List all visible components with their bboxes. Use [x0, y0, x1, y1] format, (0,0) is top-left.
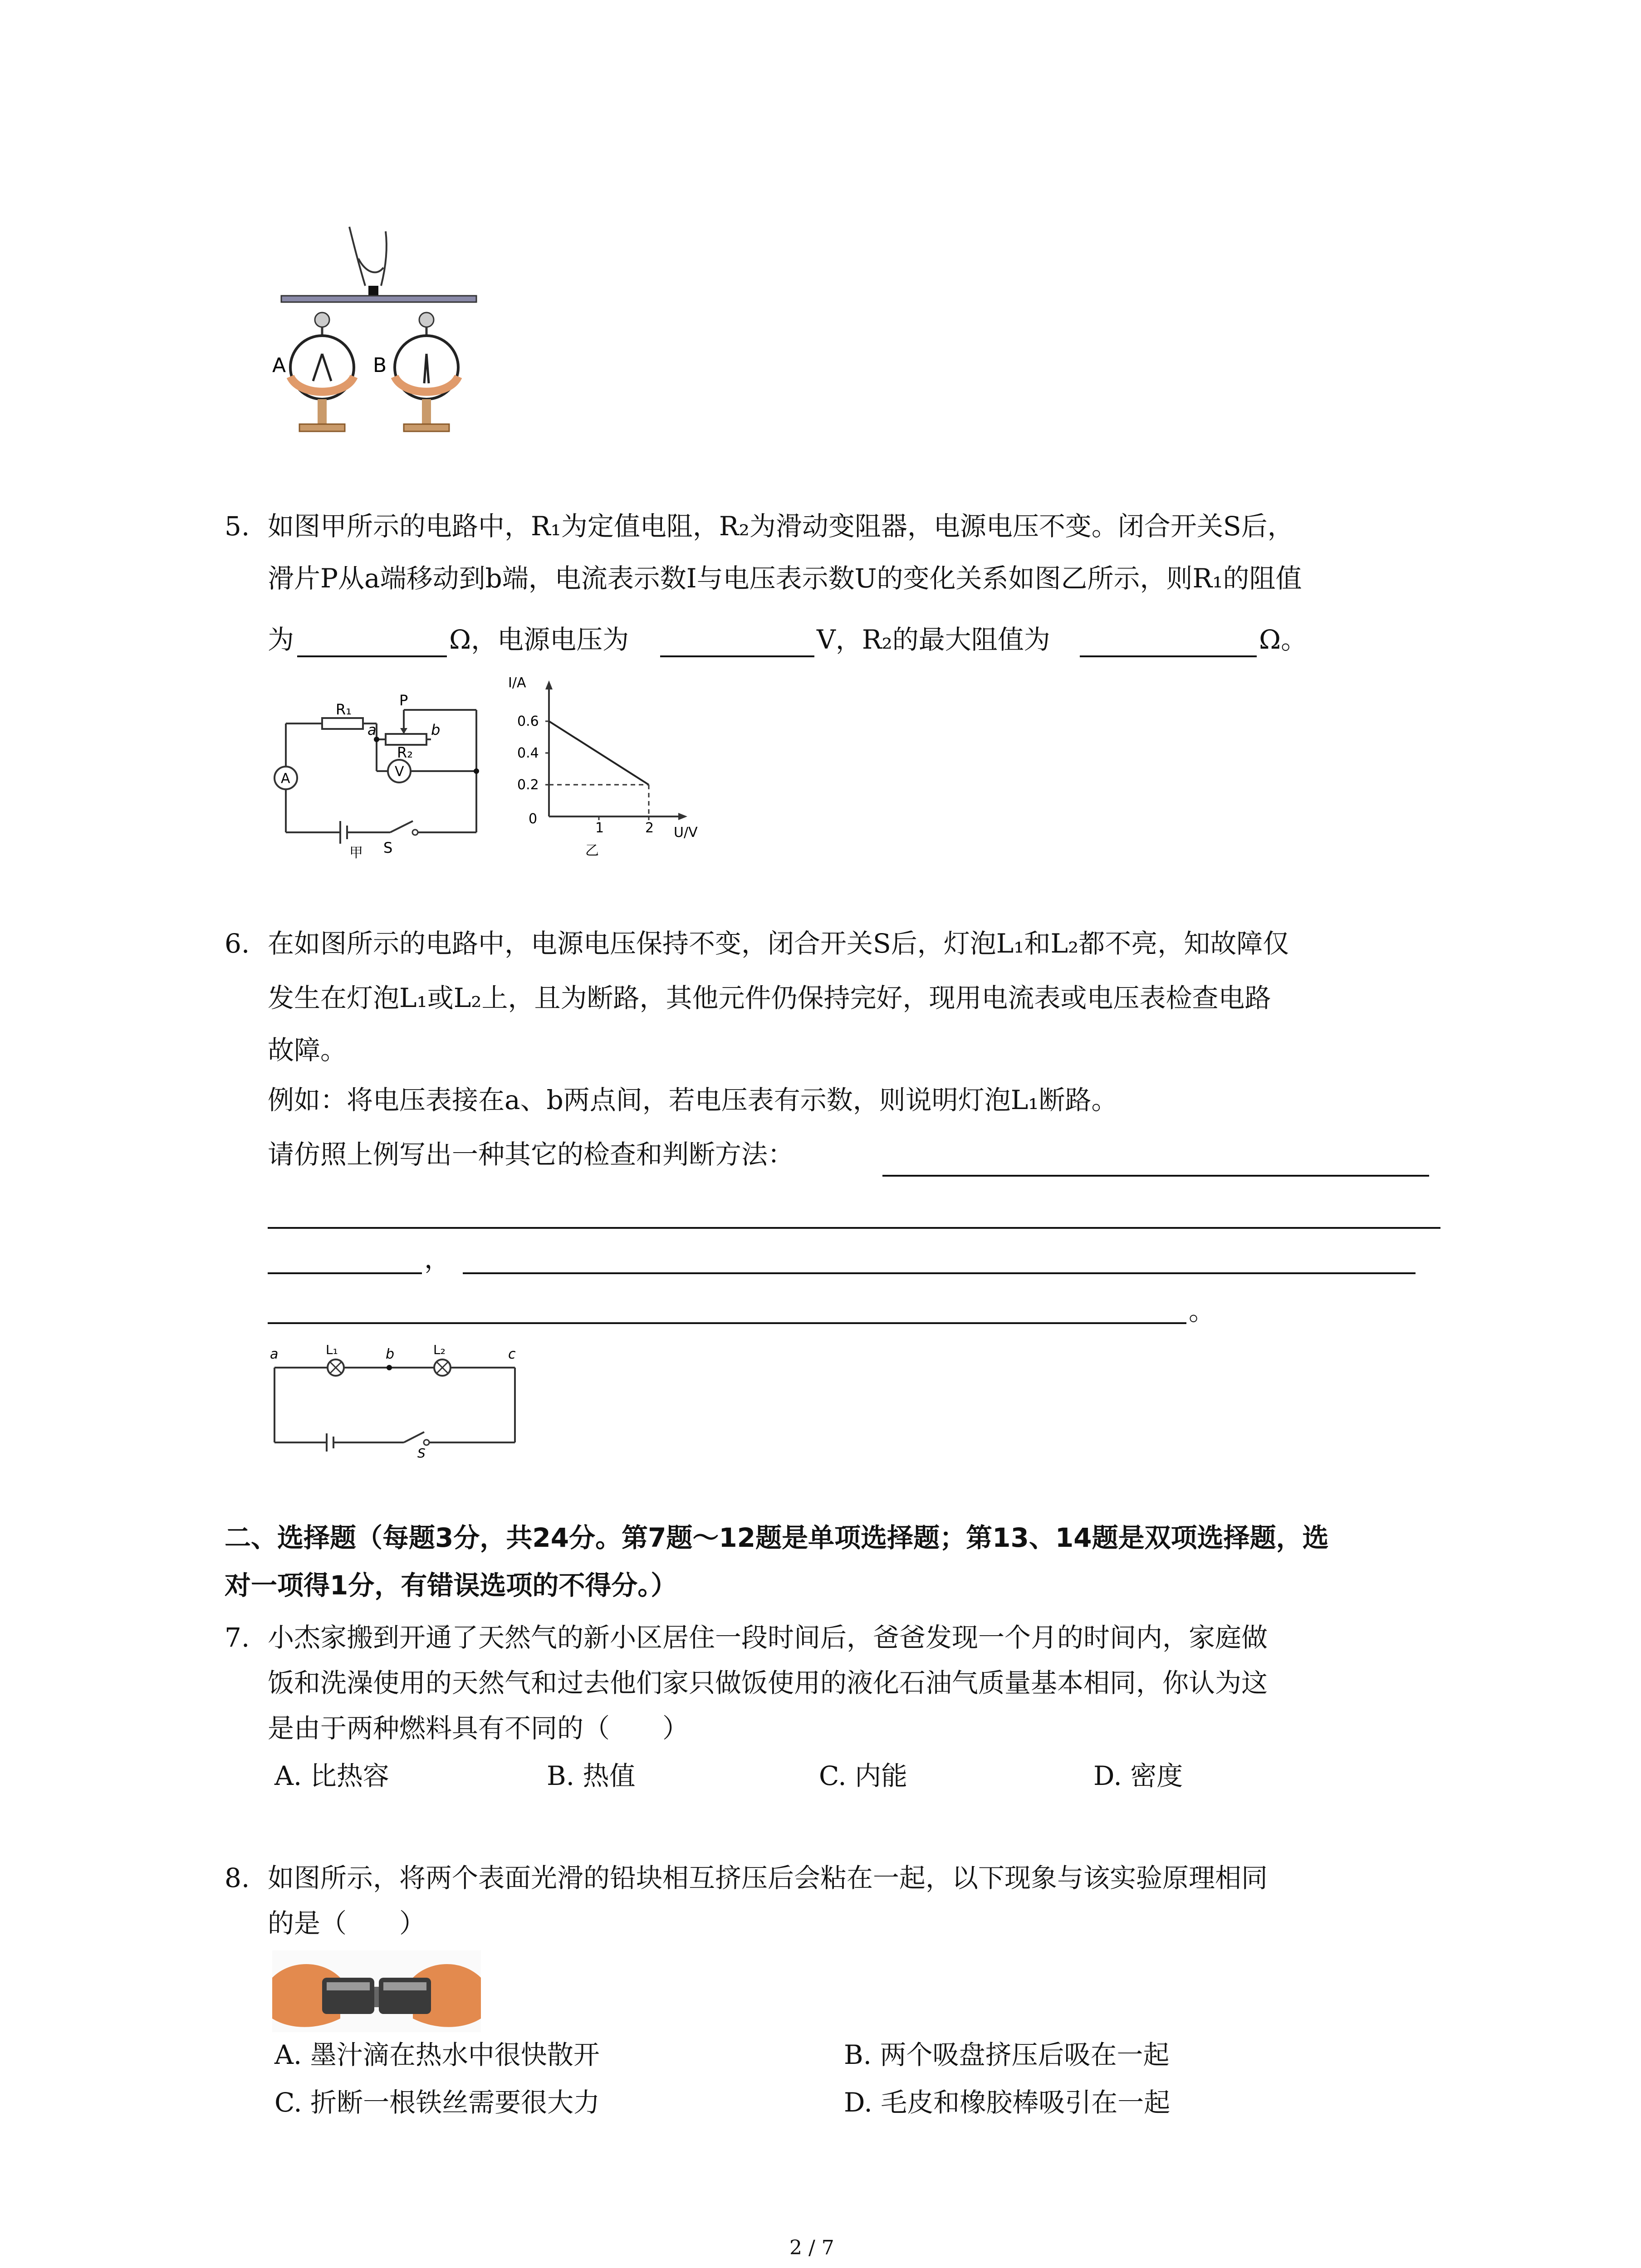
- q6-blank-4[interactable]: [463, 1272, 1416, 1274]
- q7-option-a[interactable]: A. 比热容: [274, 1760, 389, 1791]
- q8-option-d[interactable]: D. 毛皮和橡胶棒吸引在一起: [844, 2087, 1171, 2118]
- lead-blocks-image: [272, 1950, 481, 2032]
- graph-ytick: 0.6: [517, 714, 539, 729]
- graph-series-line: [549, 721, 649, 785]
- label-r1: R₁: [336, 701, 352, 718]
- q5-circuit-diagram: [268, 683, 485, 860]
- label-a-end: a: [367, 721, 377, 738]
- q7-option-c[interactable]: C. 内能: [819, 1760, 908, 1791]
- label-p: P: [399, 692, 408, 709]
- label-r2: R₂: [397, 744, 413, 761]
- q5-number: 5.: [225, 511, 250, 542]
- q6-line3: 故障。: [268, 1035, 347, 1066]
- q6-line2: 发生在灯泡L₁或L₂上，且为断路，其他元件仍保持完好，现用电流表或电压表检查电路: [268, 982, 1271, 1013]
- q5-line3-a: 为: [268, 624, 294, 655]
- label-b: B: [373, 354, 387, 377]
- q7-option-d[interactable]: D. 密度: [1093, 1760, 1183, 1791]
- caption-jia: 甲: [349, 845, 363, 860]
- q5-line3-d: Ω。: [1259, 624, 1308, 655]
- q5-iu-graph: [499, 671, 717, 862]
- graph-xtick: 2: [645, 820, 654, 836]
- q6-label-a: a: [270, 1346, 279, 1362]
- label-switch: S: [383, 839, 393, 856]
- q6-period: 。: [1189, 1295, 1215, 1326]
- q8-option-a[interactable]: A. 墨汁滴在热水中很快散开: [274, 2039, 600, 2070]
- q7-number: 7.: [225, 1622, 250, 1653]
- q5-line3-c: V，R₂的最大阻值为: [817, 624, 1050, 655]
- q5-line3-b: Ω，电源电压为: [449, 624, 629, 655]
- graph-ytick: 0.2: [517, 777, 539, 793]
- caption-yi: 乙: [585, 843, 599, 859]
- q5-line1: 如图甲所示的电路中，R₁为定值电阻，R₂为滑动变阻器，电源电压不变。闭合开关S后，: [268, 511, 1294, 542]
- q7-option-b[interactable]: B. 热值: [547, 1760, 636, 1791]
- q8-option-c[interactable]: C. 折断一根铁丝需要很大力: [274, 2087, 600, 2118]
- q6-blank-3[interactable]: [268, 1272, 422, 1274]
- q8-number: 8.: [225, 1862, 250, 1893]
- section2-line2: 对一项得1分，有错误选项的不得分。）: [225, 1570, 677, 1601]
- q6-comma: ，: [424, 1243, 451, 1274]
- q6-blank-5[interactable]: [268, 1322, 1186, 1324]
- q5-blank-r1[interactable]: [297, 655, 447, 657]
- graph-ytick: 0.4: [517, 745, 539, 761]
- label-b-end: b: [431, 721, 441, 738]
- q7-line1: 小杰家搬到开通了天然气的新小区居住一段时间后，爸爸发现一个月的时间内，家庭做: [268, 1622, 1268, 1653]
- q6-line1: 在如图所示的电路中，电源电压保持不变，闭合开关S后，灯泡L₁和L₂都不亮，知故障仅: [268, 928, 1289, 959]
- q6-blank-1[interactable]: [882, 1175, 1429, 1177]
- q8-line2: 的是（ ）: [268, 1908, 426, 1939]
- q6-label-l1: L₁: [326, 1342, 338, 1357]
- q6-number: 6.: [225, 928, 250, 959]
- q7-line3: 是由于两种燃料具有不同的（ ）: [268, 1713, 689, 1744]
- q5-line2: 滑片P从a端移动到b端，电流表示数I与电压表示数U的变化关系如图乙所示，则R₁的阻值: [268, 563, 1302, 594]
- q5-blank-voltage[interactable]: [660, 655, 814, 657]
- graph-marks: [545, 721, 649, 820]
- q6-label-b: b: [386, 1346, 395, 1362]
- q6-line4: 例如：将电压表接在a、b两点间，若电压表有示数，则说明灯泡L₁断路。: [268, 1085, 1118, 1115]
- label-a: A: [272, 354, 286, 377]
- graph-ylabel: I/A: [508, 675, 526, 691]
- voltmeter-symbol: V: [395, 764, 404, 780]
- q6-line5: 请仿照上例写出一种其它的检查和判断方法：: [268, 1139, 794, 1170]
- q7-line2: 饭和洗澡使用的天然气和过去他们家只做饭使用的液化石油气质量基本相同，你认为这: [268, 1667, 1268, 1698]
- q6-blank-2[interactable]: [268, 1227, 1440, 1229]
- q8-line1: 如图所示，将两个表面光滑的铅块相互挤压后会粘在一起，以下现象与该实验原理相同: [268, 1862, 1268, 1893]
- q8-option-b[interactable]: B. 两个吸盘挤压后吸在一起: [844, 2039, 1170, 2070]
- q6-circuit-diagram: [268, 1340, 531, 1458]
- page-number: 2 / 7: [789, 2236, 834, 2259]
- electroscope-figure: [272, 218, 490, 454]
- q6-label-l2: L₂: [433, 1342, 446, 1357]
- graph-xtick: 1: [595, 820, 604, 836]
- graph-origin: 0: [529, 811, 538, 827]
- q6-label-c: c: [508, 1346, 516, 1362]
- q6-label-s: S: [417, 1446, 426, 1458]
- ammeter-symbol: A: [281, 771, 290, 787]
- q5-blank-r2[interactable]: [1080, 655, 1257, 657]
- graph-xlabel: U/V: [674, 825, 698, 841]
- section2-line1: 二、选择题（每题3分，共24分。第7题～12题是单项选择题；第13、14题是双项选择题，选: [225, 1522, 1329, 1553]
